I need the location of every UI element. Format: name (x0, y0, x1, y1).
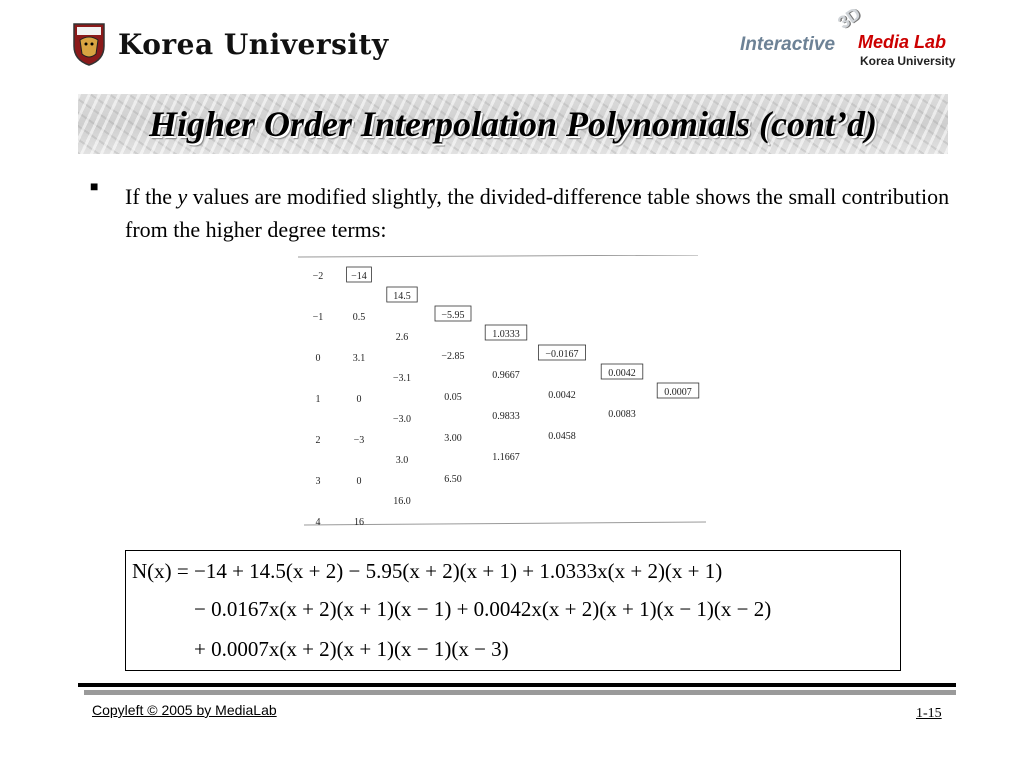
bullet-square-icon: ■ (90, 180, 99, 195)
divided-difference-svg (294, 255, 712, 535)
table-cell: 0.0007 (664, 387, 692, 398)
university-name: Korea University (118, 27, 389, 61)
footer-divider-shadow (84, 690, 956, 695)
table-cell: 2.6 (395, 332, 409, 343)
table-cell: 16 (354, 517, 364, 528)
table-cell: 0 (315, 353, 321, 364)
table-cell: 0.0458 (548, 431, 576, 442)
table-cell: 0.0042 (608, 368, 636, 379)
logo-university-text: Korea University (860, 54, 956, 68)
table-cell: 14.5 (393, 291, 411, 302)
logo-interactive-text: Interactive (740, 34, 836, 55)
table-cell: 6.50 (444, 474, 462, 485)
bullet-prefix: If the (125, 184, 178, 209)
table-cell: 2 (315, 435, 321, 446)
table-cell: 0 (356, 394, 362, 405)
table-cell: −3 (353, 435, 365, 446)
table-cell: 1.1667 (492, 452, 520, 463)
page-number: 1-15 (916, 706, 942, 721)
table-cell: 0.0083 (608, 409, 636, 420)
bullet-text (125, 180, 955, 246)
table-cell: −5.95 (441, 310, 465, 321)
table-cell: 0 (356, 476, 362, 487)
table-cell: 1.0333 (492, 329, 520, 340)
table-cell: 0.0042 (548, 390, 576, 401)
table-cell: 3.1 (352, 353, 366, 364)
footer-divider (78, 683, 956, 687)
table-cell: 1 (315, 394, 321, 405)
table-cell: −3.1 (392, 373, 412, 384)
bullet-suffix: values are modified slightly, the divided-difference table shows the small contribution from the higher degree terms: (125, 184, 950, 242)
equation-line-3: + 0.0007x(x + 2)(x + 1)(x − 1)(x − 3) (194, 637, 509, 661)
table-cell: −2 (312, 271, 324, 282)
bullet-var: y (177, 184, 188, 209)
table-cell: 3 (315, 476, 321, 487)
korea-university-logo (72, 22, 389, 66)
table-cell: −3.0 (392, 414, 412, 425)
table-cell: −0.0167 (545, 349, 579, 360)
table-cell: 16.0 (393, 496, 411, 507)
table-cell: 0.9667 (492, 370, 520, 381)
table-cell: −2.85 (441, 351, 465, 362)
title-band (78, 94, 948, 154)
table-cell: 0.9833 (492, 411, 520, 422)
media-lab-logo (740, 3, 960, 72)
table-cell: −14 (351, 271, 367, 282)
equation-box (125, 550, 901, 671)
equation-line-2: − 0.0167x(x + 2)(x + 1)(x − 1) + 0.0042x(x + 2)(x + 1)(x − 1)(x − 2) (194, 597, 772, 621)
crest-icon (72, 22, 106, 66)
table-cell: 0.05 (444, 392, 462, 403)
table-cell: 3.00 (444, 433, 462, 444)
divided-difference-table (294, 255, 712, 535)
table-cell: 3.0 (395, 455, 409, 466)
table-cell: 4 (315, 517, 321, 528)
equation-line-1: N(x) = −14 + 14.5(x + 2) − 5.95(x + 2)(x + 1) + 1.0333x(x + 2)(x + 1) (132, 559, 723, 583)
slide-title: Higher Order Interpolation Polynomials (cont’d) (148, 104, 878, 144)
table-cell: 0.5 (352, 312, 366, 323)
table-cell: −1 (312, 312, 324, 323)
logo-media-lab-text: Media Lab (858, 32, 947, 52)
copyleft-notice: Copyleft © 2005 by MediaLab (92, 702, 277, 718)
logo-3d-text: 3D (834, 3, 865, 33)
